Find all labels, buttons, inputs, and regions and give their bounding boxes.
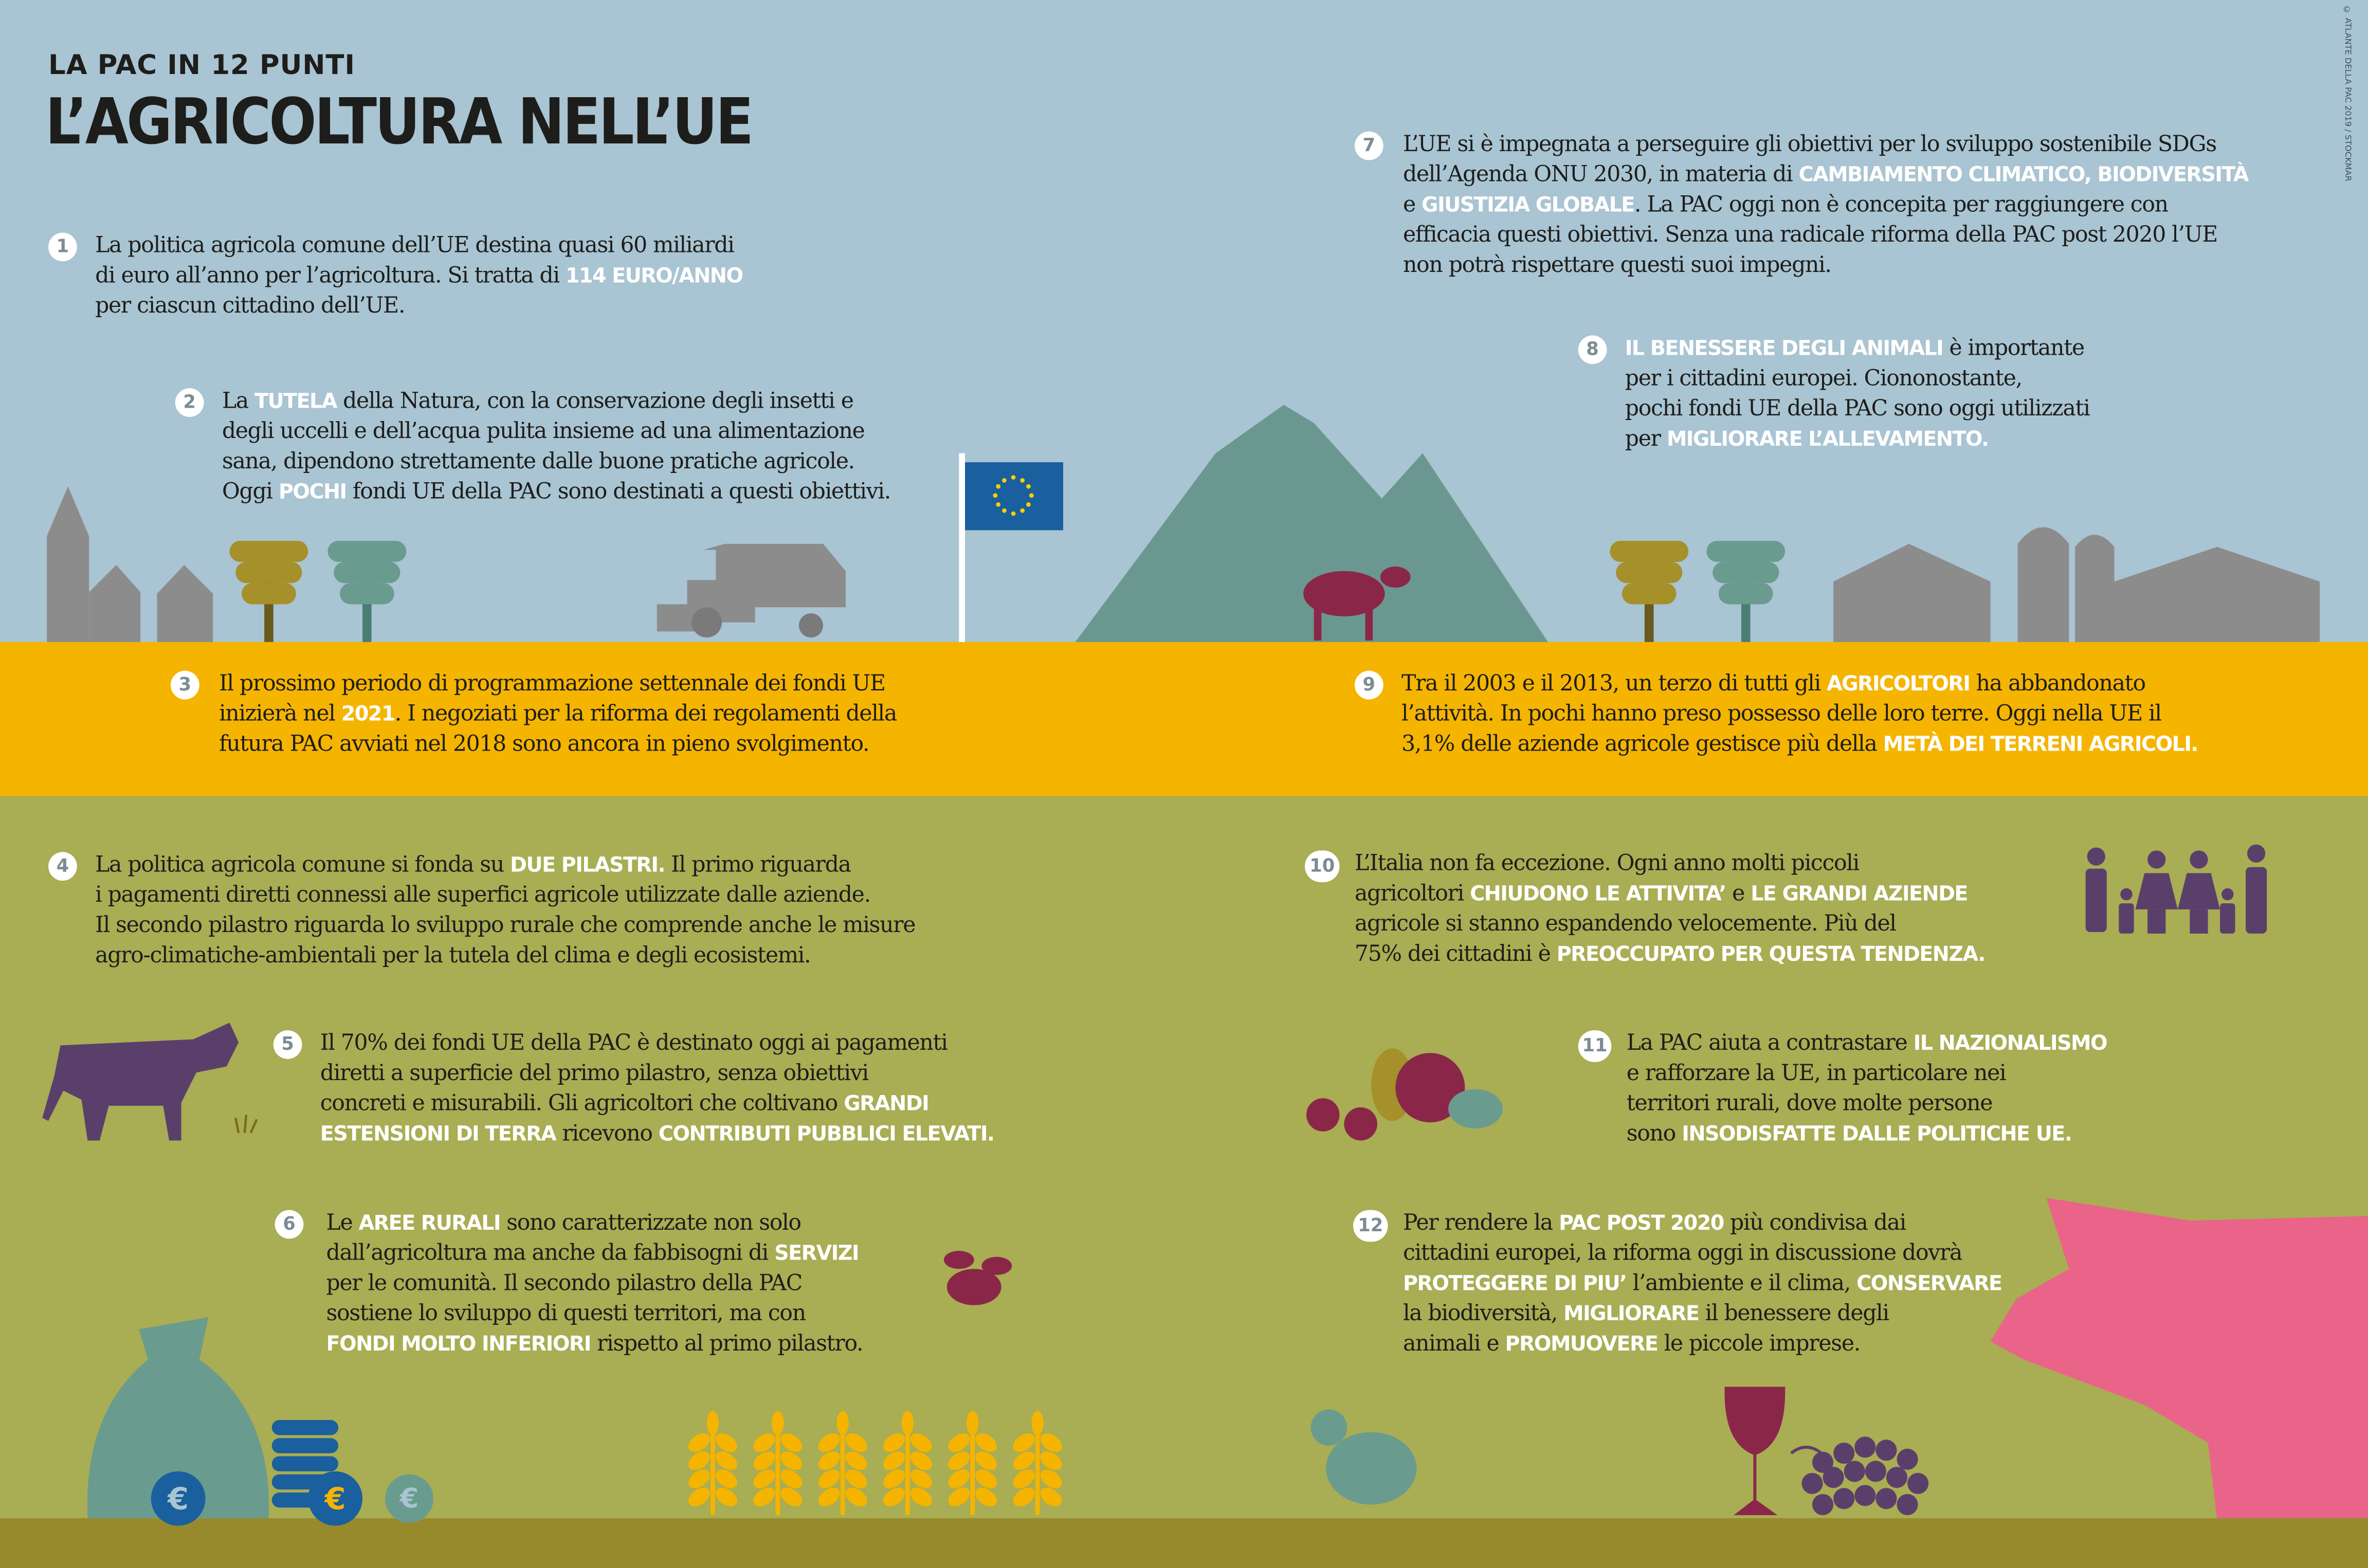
point-9 — [1355, 669, 2198, 760]
point-text — [1403, 130, 2248, 281]
text-line — [1403, 1238, 2002, 1269]
text-line — [1403, 1209, 2002, 1239]
quail-icon — [1311, 1410, 1417, 1505]
body-text: efficacia questi obiettivi. Senza una radicale riforma della PAC post 2020 l’UE — [1402, 223, 2218, 248]
body-text: La — [222, 390, 255, 414]
body-text: i pagamenti diretti connessi alle superfici agricole utilizzate dalle aziende. — [95, 883, 870, 908]
highlight-text: CONTRIBUTI PUBBLICI ELEVATI. — [658, 1122, 994, 1147]
highlight-text: MIGLIORARE L’ALLEVAMENTO. — [1666, 427, 1989, 452]
text-line — [326, 1299, 863, 1329]
highlight-text: GRANDI — [844, 1092, 929, 1117]
text-line — [320, 1089, 994, 1120]
body-text: 3,1% delle aziende agricole gestisce più della — [1401, 733, 1883, 757]
body-text: Per rendere la — [1402, 1211, 1559, 1236]
point-text — [1627, 1029, 2107, 1150]
body-text: futura PAC avviati nel 2018 sono ancora in pieno svolgimento. — [218, 733, 869, 757]
text-line — [1403, 160, 2248, 190]
body-text: agro-climatiche-ambientali per la tutela del clima e degli ecosistemi. — [95, 944, 811, 969]
body-text: fondi UE della PAC sono destinati a questi obiettivi. — [346, 480, 890, 505]
text-line — [95, 291, 742, 322]
text-line — [1355, 940, 1985, 970]
text-line — [95, 881, 915, 911]
point-10 — [1305, 849, 1985, 970]
highlight-text: PREOCCUPATO PER QUESTA TENDENZA. — [1556, 942, 1985, 967]
text-line — [326, 1238, 863, 1269]
highlight-text: SERVIZI — [774, 1242, 859, 1266]
point-number: 7 — [1355, 132, 1383, 160]
point-6 — [275, 1209, 863, 1360]
text-line — [1403, 1329, 2002, 1360]
body-text: le piccole imprese. — [1657, 1332, 1860, 1357]
body-text: La PAC aiuta a contrastare — [1626, 1031, 1914, 1056]
text-line — [95, 941, 915, 972]
highlight-text: CONSERVARE — [1856, 1272, 2002, 1297]
body-text: Le — [326, 1211, 359, 1236]
highlight-text: MIGLIORARE — [1563, 1302, 1699, 1326]
body-text: territori rurali, dove molte persone — [1626, 1092, 1993, 1117]
highlight-text: ESTENSIONI DI TERRA — [320, 1122, 556, 1147]
point-text — [320, 1029, 994, 1150]
text-line — [1355, 909, 1985, 940]
point-text — [1401, 669, 2198, 760]
point-text — [326, 1209, 863, 1360]
body-text: per — [1625, 427, 1667, 452]
wheat-ear — [750, 1411, 806, 1515]
point-number: 2 — [175, 388, 204, 417]
text-line — [1625, 425, 2090, 455]
text-line — [326, 1209, 863, 1239]
highlight-text: 114 EURO/ANNO — [566, 264, 743, 289]
grapes-icon — [1791, 1436, 1928, 1515]
body-text: . I negoziati per la riforma dei regolamenti della — [394, 702, 897, 727]
highlight-text: METÀ DEI TERRENI AGRICOLI. — [1883, 733, 2198, 757]
bee-icon — [944, 1251, 1012, 1305]
text-line — [1627, 1059, 2107, 1089]
highlight-text: INSODISFATTE DALLE POLITICHE UE. — [1682, 1122, 2072, 1147]
tree-icon — [1706, 541, 1785, 642]
text-line — [222, 478, 890, 508]
point-1 — [48, 231, 742, 322]
highlight-text: POCHI — [278, 480, 347, 505]
body-text: sono caratterizzate non solo — [500, 1211, 801, 1236]
body-text: di euro all’anno per l’agricoltura. Si tratta di — [95, 264, 566, 289]
point-2 — [175, 387, 890, 507]
text-line — [1403, 130, 2248, 160]
body-text: dell’Agenda ONU 2030, in materia di — [1402, 163, 1799, 188]
body-text: Il primo riguarda — [664, 853, 851, 878]
highlight-text: GIUSTIZIA GLOBALE — [1422, 193, 1634, 218]
point-12 — [1353, 1209, 2002, 1360]
body-text: inizierà nel — [218, 702, 341, 727]
body-text: concreti e misurabili. Gli agricoltori che coltivano — [320, 1092, 844, 1117]
text-line — [320, 1119, 994, 1150]
body-text: più condivisa dai — [1723, 1211, 1906, 1236]
cow-icon — [42, 1023, 239, 1140]
point-number: 6 — [275, 1210, 304, 1239]
text-line — [1401, 699, 2198, 730]
body-text: e — [1402, 193, 1422, 218]
svg-text:€: € — [399, 1483, 419, 1515]
body-text: sana, dipendono strettamente dalle buone pratiche agricole. — [222, 450, 854, 475]
text-line — [1627, 1119, 2107, 1150]
highlight-text: CHIUDONO LE ATTIVITA’ — [1470, 882, 1726, 907]
point-8 — [1578, 334, 2090, 454]
point-11 — [1578, 1029, 2107, 1150]
highlight-text: 2021 — [341, 702, 395, 727]
highlight-text: FONDI MOLTO INFERIORI — [326, 1332, 591, 1357]
text-line — [320, 1059, 994, 1089]
body-text: agricole si stanno espandendo velocemente. Più del — [1354, 912, 1896, 937]
body-text: cittadini europei, la riforma oggi in discussione dovrà — [1402, 1242, 1962, 1266]
grass-tuft-icon — [235, 1115, 257, 1133]
body-text: e — [1725, 882, 1751, 907]
tree-icon — [327, 541, 406, 642]
text-line — [219, 669, 897, 700]
point-number: 1 — [48, 233, 77, 262]
point-number: 10 — [1305, 850, 1340, 882]
credit-line: © ATLANTE DELLA PAC 2019 / STOCKMAR — [2342, 6, 2352, 181]
body-text: animali e — [1402, 1332, 1505, 1357]
text-line — [95, 911, 915, 941]
text-line — [1627, 1089, 2107, 1120]
point-text — [95, 850, 915, 971]
text-line — [326, 1269, 863, 1299]
point-number: 12 — [1353, 1210, 1388, 1242]
point-3 — [171, 669, 897, 760]
fruits-icon — [1306, 1048, 1503, 1140]
combine-harvester-icon — [657, 544, 846, 637]
point-number: 3 — [171, 671, 199, 700]
text-line — [95, 850, 915, 881]
body-text: Il prossimo periodo di programmazione settennale dei fondi UE — [218, 672, 885, 697]
body-text: della Natura, con la conservazione degli insetti e — [336, 390, 853, 414]
body-text: per le comunità. Il secondo pilastro della PAC — [326, 1272, 803, 1297]
highlight-text: PAC POST 2020 — [1559, 1211, 1724, 1236]
point-number: 11 — [1578, 1030, 1612, 1062]
body-text: il benessere degli — [1699, 1302, 1889, 1326]
body-text: La politica agricola comune dell’UE destina quasi 60 miliardi — [95, 234, 734, 259]
body-text: ha abbandonato — [1970, 672, 2145, 697]
highlight-text: TUTELA — [254, 390, 337, 414]
page-title: L’AGRICOLTURA NELL’UE — [45, 84, 752, 159]
body-text: per i cittadini europei. Ciononostante, — [1625, 367, 2022, 392]
text-line — [219, 699, 897, 730]
text-line — [95, 231, 742, 262]
barns-icon — [1833, 544, 1991, 642]
point-7 — [1355, 130, 2248, 281]
euro-coin-icon — [308, 1471, 362, 1526]
highlight-text: CAMBIAMENTO CLIMATICO, BIODIVERSITÀ — [1798, 163, 2248, 188]
body-text: è importante — [1943, 337, 2084, 361]
tree-icon — [230, 541, 308, 642]
body-text: e rafforzare la UE, in particolare nei — [1626, 1062, 2006, 1086]
kicker: LA PAC IN 12 PUNTI — [48, 49, 355, 82]
body-text: pochi fondi UE della PAC sono oggi utilizzati — [1625, 397, 2090, 422]
highlight-text: DUE PILASTRI. — [510, 853, 665, 878]
body-text: . La PAC oggi non è concepita per raggiungere con — [1634, 193, 2168, 218]
church-icon — [47, 486, 140, 642]
body-text: non potrà rispettare questi suoi impegni. — [1402, 253, 1831, 278]
euro-coin-icon — [151, 1471, 206, 1526]
tree-icon — [1610, 541, 1688, 642]
body-text: sostiene lo sviluppo di questi territori, ma con — [326, 1302, 806, 1326]
body-text: L’Italia non fa eccezione. Ogni anno molti piccoli — [1354, 852, 1859, 877]
family-icon — [2086, 845, 2267, 934]
wheat-ear — [815, 1411, 870, 1515]
body-text: diretti a superficie del primo pilastro, senza obiettivi — [320, 1062, 868, 1086]
text-line — [1625, 364, 2090, 394]
body-text: L’UE si è impegnata a perseguire gli obiettivi per lo sviluppo sostenibile SDGs — [1402, 133, 2216, 157]
highlight-text: IL BENESSERE DEGLI ANIMALI — [1625, 337, 1943, 361]
text-line — [1355, 849, 1985, 879]
text-line — [1403, 221, 2248, 251]
text-line — [1403, 1269, 2002, 1299]
point-4 — [48, 850, 915, 971]
body-text: Oggi — [222, 480, 279, 505]
text-line — [1401, 669, 2198, 700]
text-line — [1625, 394, 2090, 425]
text-line — [222, 447, 890, 478]
text-line — [1403, 1299, 2002, 1329]
text-line — [1625, 334, 2090, 364]
highlight-text: LE GRANDI AZIENDE — [1751, 882, 1968, 907]
silos-icon — [2018, 527, 2320, 642]
body-text: agricoltori — [1354, 882, 1470, 907]
highlight-text: IL NAZIONALISMO — [1913, 1031, 2107, 1056]
body-text: dall’agricoltura ma anche da fabbisogni di — [326, 1242, 775, 1266]
pig-icon — [1991, 1198, 2368, 1518]
text-line — [1403, 190, 2248, 221]
houses-icon — [157, 565, 213, 642]
point-text — [1355, 849, 1985, 970]
body-text: la biodiversità, — [1402, 1302, 1564, 1326]
text-line — [222, 387, 890, 417]
point-number: 5 — [274, 1030, 302, 1059]
body-text: Il secondo pilastro riguarda lo sviluppo rurale che comprende anche le misure — [95, 914, 916, 938]
point-number: 4 — [48, 852, 77, 881]
body-text: Tra il 2003 e il 2013, un terzo di tutti gli — [1401, 672, 1827, 697]
body-text: rispetto al primo pilastro. — [590, 1332, 863, 1357]
point-number: 9 — [1355, 671, 1383, 700]
point-number: 8 — [1578, 335, 1607, 364]
text-line — [1401, 730, 2198, 760]
text-line — [222, 417, 890, 447]
wheat-ear — [685, 1411, 740, 1515]
body-text: l’ambiente e il clima, — [1626, 1272, 1857, 1297]
svg-text:€: € — [168, 1481, 189, 1517]
wheat-ear — [1010, 1411, 1065, 1515]
wheat-icon — [685, 1411, 1065, 1515]
highlight-text: AGRICOLTORI — [1827, 672, 1970, 697]
highlight-text: PROMUOVERE — [1505, 1332, 1658, 1357]
euro-coin-icon — [385, 1474, 433, 1523]
point-5 — [274, 1029, 994, 1150]
svg-text:€: € — [324, 1481, 346, 1517]
text-line — [219, 730, 897, 760]
highlight-text: AREE RURALI — [358, 1211, 501, 1236]
highlight-text: PROTEGGERE DI PIU’ — [1402, 1272, 1627, 1297]
eu-flag-icon — [959, 453, 1063, 642]
body-text: per ciascun cittadino dell’UE. — [95, 294, 405, 319]
body-text: 75% dei cittadini è — [1354, 942, 1557, 967]
body-text: La politica agricola comune si fonda su — [95, 853, 511, 878]
wine-glass-icon — [1724, 1387, 1785, 1515]
body-text: degli uccelli e dell’acqua pulita insieme ad una alimentazione — [222, 420, 865, 444]
point-text — [1403, 1209, 2002, 1360]
text-line — [1355, 879, 1985, 909]
point-text — [219, 669, 897, 760]
text-line — [326, 1329, 863, 1360]
point-text — [222, 387, 890, 507]
point-text — [1625, 334, 2090, 454]
body-text: l’attività. In pochi hanno preso possesso delle loro terre. Oggi nella UE il — [1401, 702, 2161, 727]
text-line — [95, 261, 742, 291]
wheat-ear — [945, 1411, 1000, 1515]
body-text: Il 70% dei fondi UE della PAC è destinato oggi ai pagamenti — [320, 1031, 948, 1056]
point-text — [95, 231, 742, 322]
body-text: ricevono — [556, 1122, 659, 1147]
text-line — [1403, 251, 2248, 281]
body-text: sono — [1626, 1122, 1682, 1147]
text-line — [320, 1029, 994, 1059]
text-line — [1627, 1029, 2107, 1059]
wheat-ear — [880, 1411, 935, 1515]
